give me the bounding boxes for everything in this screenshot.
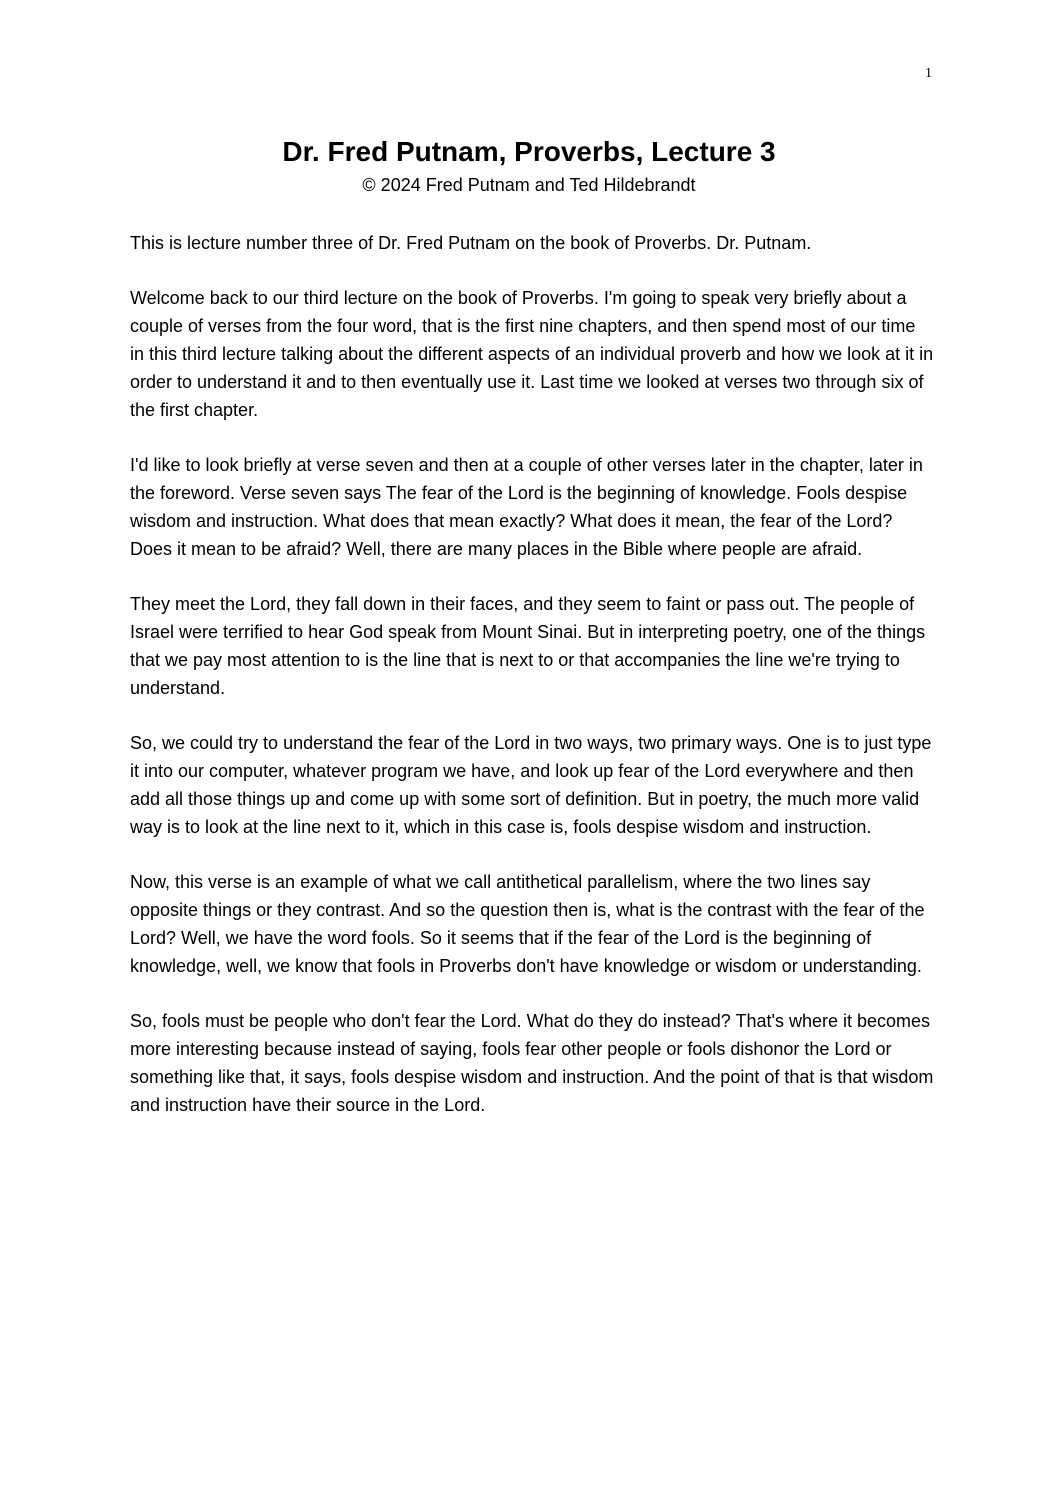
copyright-line: © 2024 Fred Putnam and Ted Hildebrandt: [362, 175, 696, 195]
paragraph: I'd like to look briefly at verse seven and then at a couple of other verses later in the chapter, later in the foreword. Verse seven says The fear of the Lord is the beginning of knowledge. Fools despise wisdom and instruction. What does that mean exactly? What does it mean, the fear of the Lord? Does it mean to be afraid? Well, there are many places in the Bible where people are afraid.: [130, 455, 923, 559]
paragraph: They meet the Lord, they fall down in their faces, and they seem to faint or pass out. The people of Israel were terrified to hear God speak from Mount Sinai. But in interpreting poetry, one of the things that we pay most attention to is the line that is next to or that accompanies the line we're trying to understand.: [130, 594, 926, 698]
paragraph: So, fools must be people who don't fear the Lord. What do they do instead? That's where it becomes more interesting because instead of saying, fools fear other people or fools dishonor the Lord or something like that, it says, fools despise wisdom and instruction. And the point of that is that wisdom and instruction have their source in the Lord.: [130, 1011, 934, 1115]
document-title: Dr. Fred Putnam, Proverbs, Lecture 3: [282, 136, 776, 167]
paragraph: This is lecture number three of Dr. Fred Putnam on the book of Proverbs. Dr. Putnam.: [130, 233, 812, 253]
paragraph: Now, this verse is an example of what we call antithetical parallelism, where the two lines say opposite things or they contrast. And so the question then is, what is the contrast with the fear of the Lord? Well, we have the word fools. So it seems that if the fear of the Lord is the beginning of knowledge, well, we know that fools in Proverbs don't have knowledge or wisdom or understanding.: [130, 872, 925, 976]
paragraph: Welcome back to our third lecture on the book of Proverbs. I'm going to speak very briefly about a couple of verses from the four word, that is the first nine chapters, and then spend most of our time in this third lecture talking about the different aspects of an individual proverb and how we look at it in order to understand it and to then eventually use it. Last time we looked at verses two through six of the first chapter.: [130, 288, 934, 420]
page-number: 1: [925, 66, 932, 81]
document-body: [130, 229, 934, 1146]
paragraph: So, we could try to understand the fear of the Lord in two ways, two primary ways. One is to just type it into our computer, whatever program we have, and look up fear of the Lord everywhere and then add all those things up and come up with some sort of definition. But in poetry, the much more valid way is to look at the line next to it, which in this case is, fools despise wisdom and instruction.: [130, 733, 932, 837]
